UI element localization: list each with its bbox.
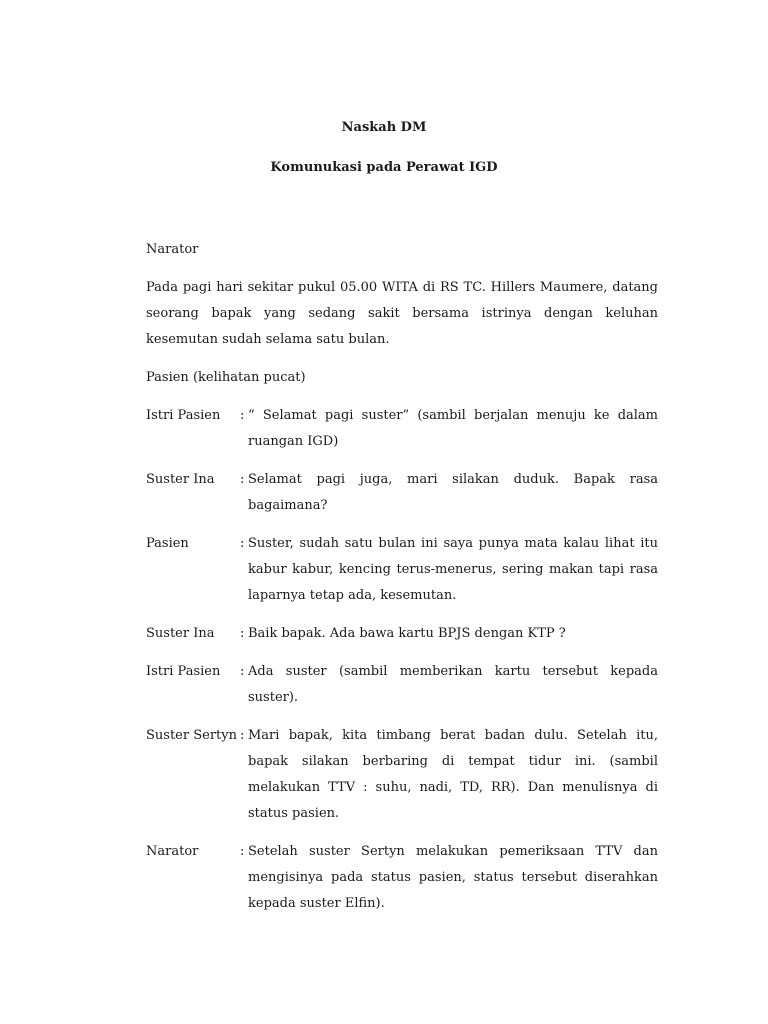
speaker-colon: :	[240, 536, 245, 551]
intro-paragraph: Pada pagi hari sekitar pukul 05.00 WITA di RS TC. Hillers Maumere, datang seorang bapak yang sedang sakit bersama istrinya dengan keluhan kesemutan sudah selama satu bulan.	[146, 280, 658, 347]
dialogue-line: Selamat pagi juga, mari silakan duduk. Bapak rasa bagaimana?	[248, 472, 658, 513]
speaker-colon: :	[240, 844, 245, 859]
speaker-colon: :	[240, 408, 245, 423]
speaker-colon: :	[240, 664, 245, 679]
dialogue-line: Ada suster (sambil memberikan kartu tersebut kepada suster).	[248, 664, 658, 705]
speaker-colon: :	[240, 626, 245, 641]
speaker-name: Suster Ina	[146, 472, 215, 487]
speaker-name: Narator	[146, 844, 199, 859]
speaker-colon: :	[240, 472, 245, 487]
dialogue-entry	[146, 531, 658, 609]
document-title: Naskah DM	[341, 120, 427, 135]
document-body	[146, 237, 658, 929]
patient-note: Pasien (kelihatan pucat)	[146, 370, 306, 385]
dialogue-line: Suster, sudah satu bulan ini saya punya mata kalau lihat itu kabur kabur, kencing terus-menerus, sering makan tapi rasa laparnya tetap ada, kesemutan.	[248, 536, 658, 603]
dialogue-line: “ Selamat pagi suster” (sambil berjalan menuju ke dalam ruangan IGD)	[248, 408, 658, 449]
speaker-name: Istri Pasien	[146, 664, 221, 679]
dialogue-line: Mari bapak, kita timbang berat badan dulu. Setelah itu, bapak silakan berbaring di tempat tidur ini. (sambil melakukan TTV : suhu, nadi, TD, RR). Dan menulisnya di status pasien.	[248, 728, 658, 821]
dialogue-line: Setelah suster Sertyn melakukan pemeriksaan TTV dan mengisinya pada status pasien, status tersebut diserahkan kepada suster Elfin).	[248, 844, 658, 911]
speaker-colon: :	[240, 728, 245, 743]
dialogue-entry	[146, 621, 658, 647]
document-subtitle: Komunukasi pada Perawat IGD	[270, 160, 498, 175]
speaker-name: Suster Sertyn	[146, 728, 237, 743]
dialogue-entry	[146, 467, 658, 519]
narrator-heading: Narator	[146, 242, 199, 257]
dialogue-entry	[146, 403, 658, 455]
dialogue-entry	[146, 839, 658, 917]
speaker-name: Suster Ina	[146, 626, 215, 641]
dialogue-entry	[146, 659, 658, 711]
speaker-name: Istri Pasien	[146, 408, 221, 423]
dialogue-entry	[146, 723, 658, 827]
speaker-name: Pasien	[146, 536, 189, 551]
dialogue-line: Baik bapak. Ada bawa kartu BPJS dengan KTP ?	[248, 626, 566, 641]
